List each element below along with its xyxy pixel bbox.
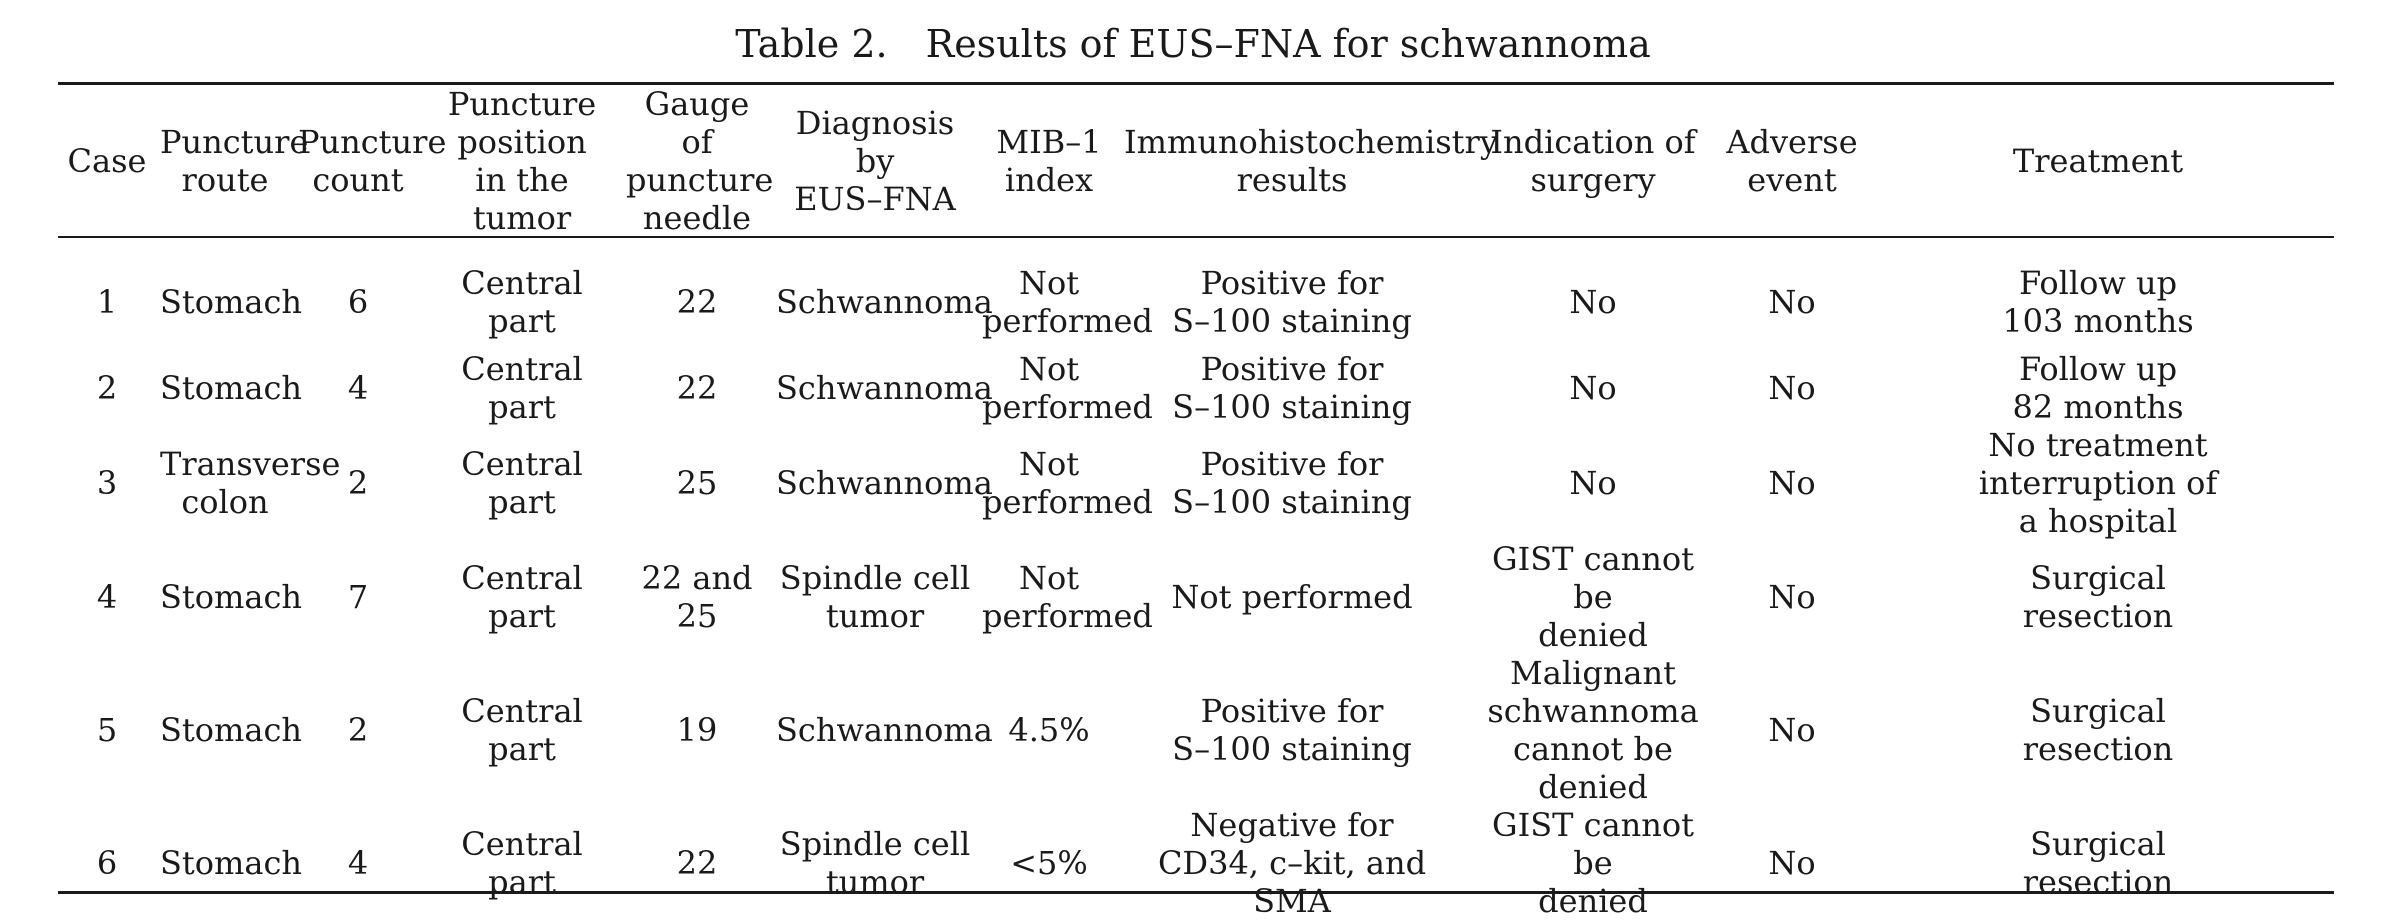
- cell-treatment: Surgical resection: [2022, 825, 2174, 901]
- column-header-puncture-count: Puncture count: [298, 123, 447, 199]
- cell-needle-gauge: 19: [676, 711, 718, 749]
- cell-puncture-position: Central part: [461, 692, 583, 768]
- cell-needle-gauge: 22: [676, 282, 718, 321]
- cell-mib1-index: Not performed: [982, 445, 1153, 521]
- cell-puncture-route: Transverse colon: [160, 445, 341, 521]
- cell-puncture-count: 4: [347, 369, 369, 407]
- column-header-needle-gauge: Gauge of puncture needle: [626, 85, 774, 237]
- cell-case: 4: [96, 578, 118, 616]
- column-header-immunohistochemistry: Immunohistochemistry results: [1124, 123, 1498, 199]
- cell-puncture-position: Central part: [461, 350, 583, 426]
- cell-immunohistochemistry: Positive for S–100 staining: [1172, 263, 1412, 340]
- cell-adverse-event: No: [1768, 711, 1816, 749]
- column-header-puncture-route: Puncture route: [160, 123, 309, 199]
- cell-treatment: No treatment interruption of a hospital: [1978, 426, 2218, 540]
- cell-puncture-count: 4: [347, 844, 369, 882]
- table-row: [58, 350, 2334, 426]
- cell-treatment: Surgical resection: [2022, 559, 2174, 635]
- column-header-treatment: Treatment: [2012, 142, 2184, 180]
- cell-needle-gauge: 22 and 25: [641, 559, 753, 635]
- cell-case: 3: [96, 464, 118, 502]
- cell-diagnosis: Spindle cell tumor: [779, 825, 971, 901]
- cell-diagnosis: Spindle cell tumor: [779, 559, 971, 635]
- cell-treatment: Follow up 82 months: [2012, 350, 2184, 426]
- cell-immunohistochemistry: Positive for S–100 staining: [1172, 350, 1412, 426]
- cell-indication-of-surgery: No: [1569, 282, 1617, 321]
- cell-immunohistochemistry: Positive for S–100 staining: [1172, 692, 1412, 768]
- cell-puncture-route: Stomach: [160, 844, 302, 882]
- cell-diagnosis: Schwannoma: [776, 711, 993, 749]
- cell-adverse-event: No: [1768, 282, 1816, 321]
- cell-puncture-route: Stomach: [160, 711, 302, 749]
- cell-mib1-index: Not performed: [982, 263, 1153, 340]
- cell-puncture-position: Central part: [461, 559, 583, 635]
- results-table: [58, 85, 2334, 920]
- table-row: [58, 654, 2334, 806]
- cell-immunohistochemistry: Not performed: [1171, 578, 1413, 616]
- cell-immunohistochemistry: Positive for S–100 staining: [1172, 445, 1412, 521]
- cell-puncture-count: 2: [347, 711, 369, 749]
- cell-puncture-count: 7: [347, 578, 369, 616]
- column-header-mib1-index: MIB–1 index: [996, 123, 1102, 199]
- column-header-indication-of-surgery: Indication of surgery: [1490, 123, 1696, 199]
- cell-puncture-position: Central part: [461, 445, 583, 521]
- cell-puncture-route: Stomach: [160, 282, 302, 321]
- cell-case: 6: [96, 844, 118, 882]
- cell-treatment: Surgical resection: [2022, 692, 2174, 768]
- cell-puncture-position: Central part: [461, 825, 583, 901]
- cell-puncture-route: Stomach: [160, 578, 302, 616]
- cell-case: 1: [96, 282, 118, 321]
- cell-adverse-event: No: [1768, 369, 1816, 407]
- cell-diagnosis: Schwannoma: [776, 464, 993, 502]
- cell-needle-gauge: 22: [676, 844, 718, 882]
- table-row: [58, 237, 2334, 350]
- cell-diagnosis: Schwannoma: [776, 369, 993, 407]
- cell-puncture-count: 6: [347, 282, 369, 321]
- column-header-diagnosis: Diagnosis by EUS–FNA: [794, 104, 956, 218]
- cell-indication-of-surgery: GIST cannot be denied: [1492, 540, 1694, 654]
- cell-treatment: Follow up 103 months: [2002, 263, 2194, 340]
- cell-adverse-event: No: [1768, 464, 1816, 502]
- cell-needle-gauge: 25: [676, 464, 718, 502]
- cell-needle-gauge: 22: [676, 369, 718, 407]
- cell-puncture-count: 2: [347, 464, 369, 502]
- cell-diagnosis: Schwannoma: [776, 282, 993, 321]
- table-row: [58, 540, 2334, 654]
- cell-puncture-route: Stomach: [160, 369, 302, 407]
- cell-mib1-index: <5%: [1010, 844, 1088, 882]
- cell-immunohistochemistry: Negative for CD34, c–kit, and SMA: [1157, 806, 1427, 920]
- cell-indication-of-surgery: Malignant schwannoma cannot be denied: [1487, 654, 1699, 806]
- column-header-adverse-event: Adverse event: [1726, 123, 1858, 199]
- cell-adverse-event: No: [1768, 578, 1816, 616]
- cell-puncture-position: Central part: [461, 263, 583, 340]
- table-header-row: [58, 85, 2334, 237]
- table-row: [58, 426, 2334, 540]
- cell-adverse-event: No: [1768, 844, 1816, 882]
- column-header-case: Case: [67, 142, 147, 180]
- cell-mib1-index: Not performed: [982, 350, 1153, 426]
- cell-indication-of-surgery: No: [1569, 464, 1617, 502]
- cell-case: 5: [96, 711, 118, 749]
- cell-mib1-index: Not performed: [982, 559, 1153, 635]
- cell-indication-of-surgery: No: [1569, 369, 1617, 407]
- cell-case: 2: [96, 369, 118, 407]
- cell-mib1-index: 4.5%: [1008, 711, 1090, 749]
- table-title: Table 2. Results of EUS–FNA for schwannoma: [735, 22, 1651, 66]
- column-header-puncture-position: Puncture position in the tumor: [447, 85, 597, 237]
- table-row: [58, 806, 2334, 920]
- cell-indication-of-surgery: GIST cannot be denied: [1492, 806, 1694, 920]
